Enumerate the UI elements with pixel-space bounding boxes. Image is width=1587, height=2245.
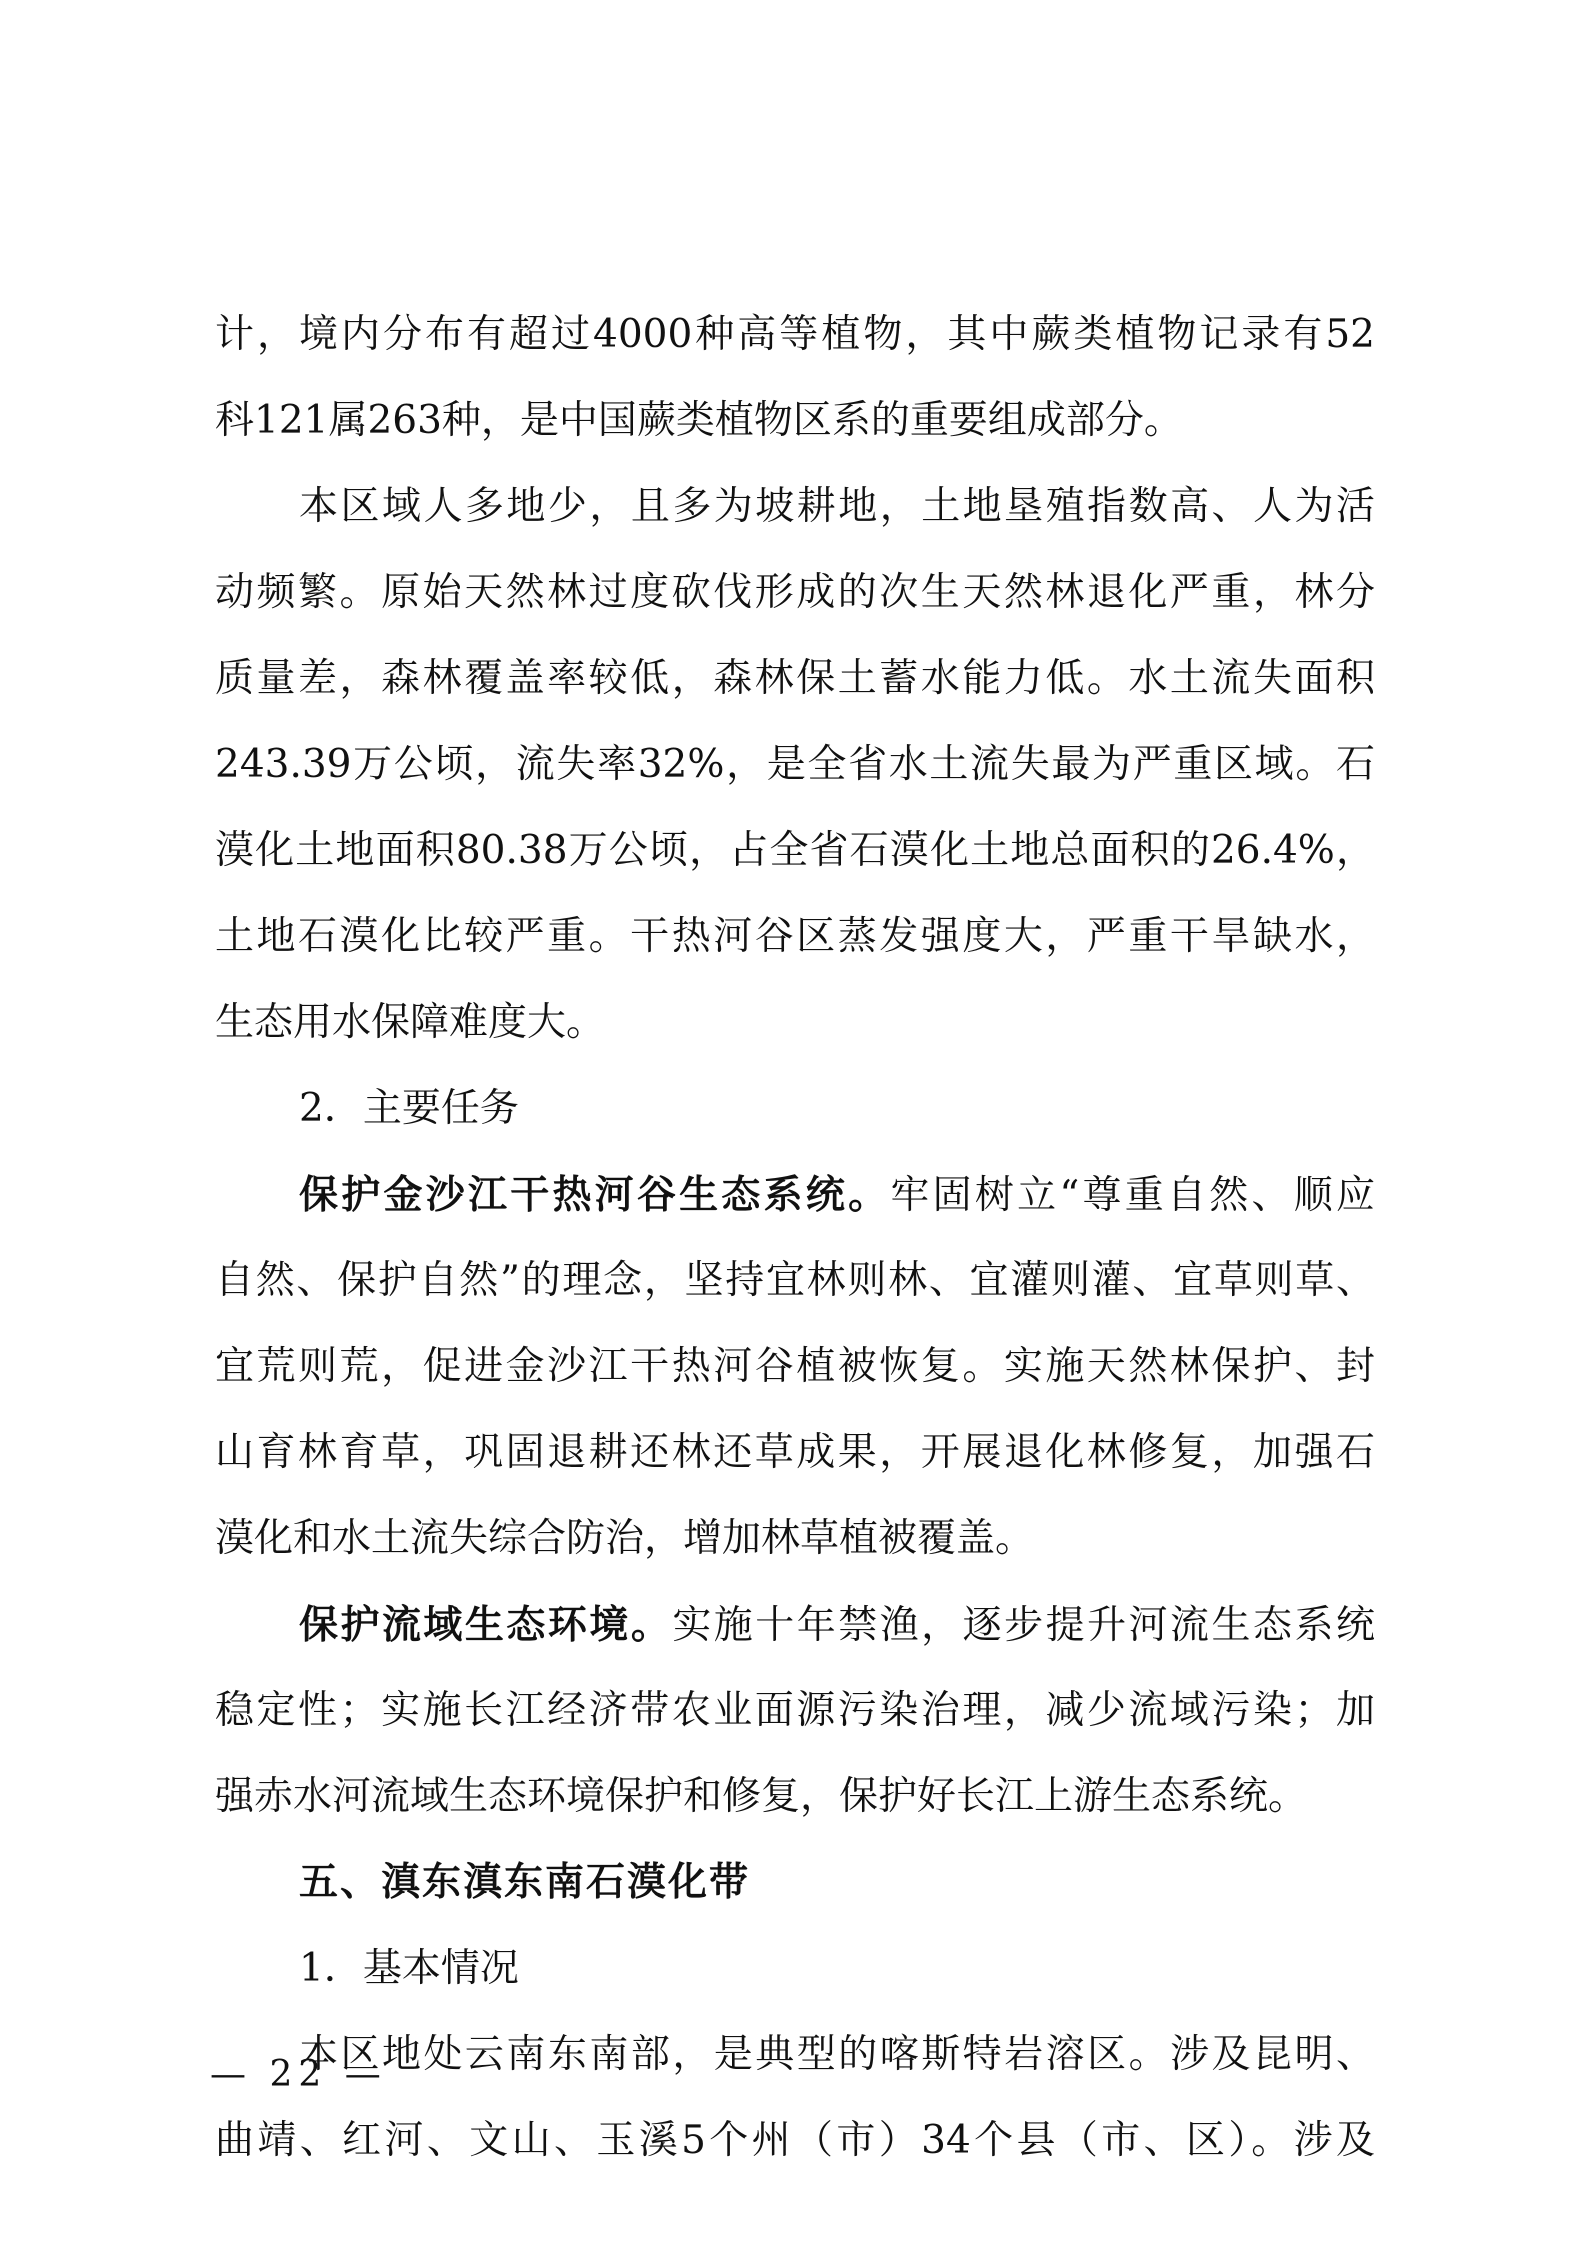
paragraph-line: 漠化和水土流失综合防治，增加林草植被覆盖。: [215, 1516, 1035, 1561]
paragraph-line: 强赤水河流域生态环境保护和修复，保护好长江上游生态系统。: [215, 1774, 1308, 1819]
paragraph-line: 质量差，森林覆盖率较低，森林保土蓄水能力低。水土流失面积: [215, 656, 1375, 701]
paragraph-text: 牢固树立“尊重自然、顺应: [890, 1173, 1375, 1218]
body-text: [215, 292, 1375, 2184]
paragraph-line: 本区地处云南东南部，是典型的喀斯特岩溶区。涉及昆明、: [299, 2032, 1375, 2077]
paragraph-line: 科121属263种，是中国蕨类植物区系的重要组成部分。: [215, 398, 1183, 443]
paragraph-line: 土地石漠化比较严重。干热河谷区蒸发强度大，严重干旱缺水，: [215, 914, 1375, 959]
paragraph-line: 宜荒则荒，促进金沙江干热河谷植被恢复。实施天然林保护、封: [215, 1344, 1375, 1389]
paragraph-line: 动频繁。原始天然林过度砍伐形成的次生天然林退化严重，林分: [215, 570, 1375, 615]
section-heading: 五、滇东滇东南石漠化带: [299, 1860, 751, 1905]
bold-lead: 保护金沙江干热河谷生态系统。: [299, 1172, 891, 1218]
subheading-basic-situation: 1．基本情况: [299, 1946, 519, 1991]
paragraph-line: 自然、保护自然”的理念，坚持宜林则林、宜灌则灌、宜草则草、: [215, 1258, 1375, 1303]
paragraph-line: 稳定性；实施长江经济带农业面源污染治理，减少流域污染；加: [215, 1688, 1375, 1733]
paragraph-line: 243.39万公顷，流失率32%，是全省水土流失最为严重区域。石: [215, 742, 1375, 787]
paragraph-line: [215, 1152, 1375, 1238]
subheading-main-tasks: 2．主要任务: [299, 1086, 519, 1131]
paragraph-line: 本区域人多地少，且多为坡耕地，土地垦殖指数高、人为活: [299, 484, 1375, 529]
paragraph-line: 漠化土地面积80.38万公顷，占全省石漠化土地总面积的26.4%，: [215, 828, 1375, 873]
paragraph-line: [215, 1582, 1375, 1668]
paragraph-line: 山育林育草，巩固退耕还林还草成果，开展退化林修复，加强石: [215, 1430, 1375, 1475]
page-number: — 22 —: [210, 2054, 387, 2095]
paragraph-line: 计，境内分布有超过4000种高等植物，其中蕨类植物记录有52: [215, 312, 1375, 357]
paragraph-line: 曲靖、红河、文山、玉溪5个州（市）34个县（市、区）。涉及: [215, 2118, 1375, 2163]
bold-lead: 保护流域生态环境。: [299, 1602, 673, 1648]
paragraph-line: 生态用水保障难度大。: [215, 1000, 606, 1045]
paragraph-text: 实施十年禁渔，逐步提升河流生态系统: [672, 1603, 1375, 1648]
